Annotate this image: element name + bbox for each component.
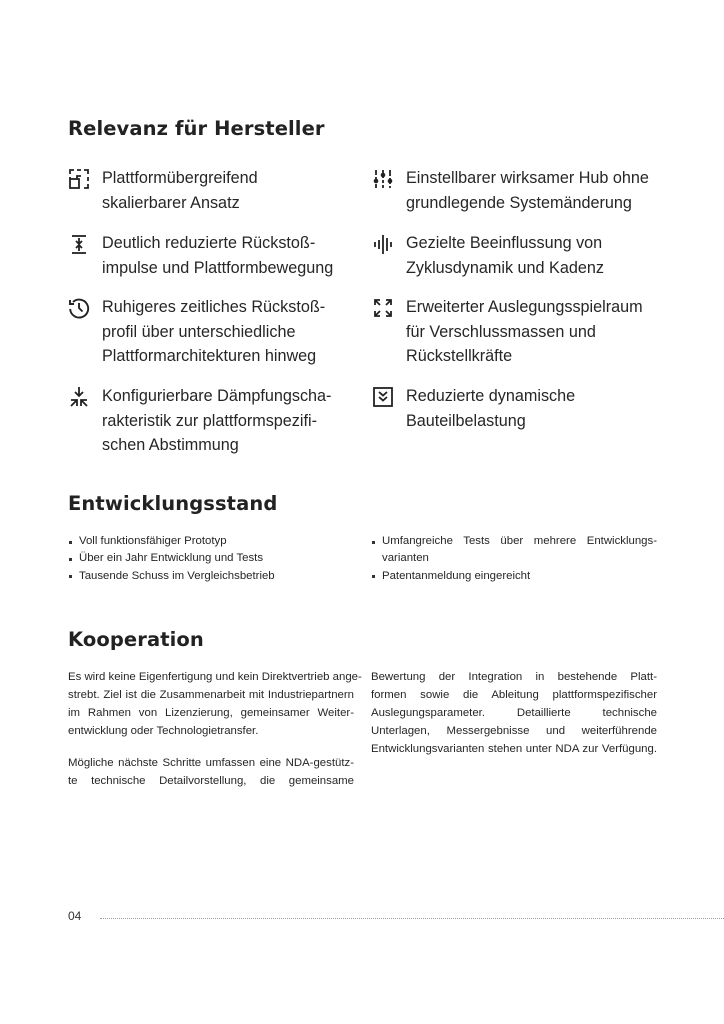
cooperation-paragraph-2: Mögliche nächste Schritte umfassen eine NDA-gestütz- te technische Detailvorstellung, die gemeinsame (68, 757, 354, 787)
chevrons-down-box-icon (372, 386, 394, 408)
feature-item (68, 295, 372, 369)
feature-item (68, 231, 372, 280)
feature-text: Deutlich reduzierte Rückstoß- impulse und Plattformbewegung (102, 234, 334, 277)
section-title-cooperation: Kooperation (68, 628, 204, 651)
sliders-icon (372, 168, 394, 190)
history-clock-icon (68, 297, 90, 319)
collapse-arrows-icon (68, 386, 90, 408)
section-title-relevance: Relevanz für Hersteller (68, 117, 325, 140)
expand-arrows-icon (372, 297, 394, 319)
dashed-frame-icon (68, 168, 90, 190)
compress-vertical-icon (68, 233, 90, 255)
feature-text: Erweiterter Auslegungsspielraum für Verschlussmassen und Rückstellkräfte (406, 298, 643, 365)
feature-text: Reduzierte dynamische Bauteilbelastung (406, 387, 576, 430)
feature-text: Konfigurierbare Dämpfungscha- rakteristik zur plattformspezifi- schen Abstimmung (102, 387, 332, 454)
feature-item (372, 384, 676, 433)
page-number: 04 (68, 909, 82, 923)
feature-item (68, 384, 372, 458)
feature-text: Gezielte Beeinflussung von Zyklusdynamik und Kadenz (406, 234, 604, 277)
development-list-left (68, 533, 358, 585)
section-title-development: Entwicklungsstand (68, 492, 278, 515)
development-list-right (371, 533, 657, 585)
feature-item (372, 295, 676, 369)
feature-item (372, 166, 676, 215)
feature-item (372, 231, 676, 280)
list-item: Umfangreiche Tests über mehrere Entwicklungs- varianten (371, 533, 657, 568)
feature-text: Ruhigeres zeitliches Rückstoß- profil über unterschiedliche Plattformarchitekturen hinweg (102, 298, 326, 365)
feature-text: Einstellbarer wirksamer Hub ohne grundlegende Systemänderung (406, 169, 649, 212)
feature-item (68, 166, 372, 215)
waveform-icon (372, 233, 394, 255)
footer-dotted-rule (100, 918, 724, 919)
list-item: Über ein Jahr Entwicklung und Tests (68, 550, 358, 567)
feature-text: Plattformübergreifend skalierbarer Ansatz (102, 169, 258, 212)
cooperation-paragraph-1: Es wird keine Eigenfertigung und kein Direktvertrieb ange- strebt. Ziel ist die Zusammenarbeit mit Industriepartnern im Rahmen von Lizenzierung, gemeinsamer Weiter- entwicklung oder Technologietransfer. (68, 671, 362, 737)
cooperation-paragraph-3: Bewertung der Integration in bestehende Platt- formen sowie die Ableitung plattformspezifischer Auslegungsparameter. Detaillierte technische Unterlagen, Messergebnisse und weiterführende Entwicklungsvarianten stehen unter NDA zur Verfügung. (371, 671, 657, 755)
list-item: Patentanmeldung eingereicht (371, 568, 657, 585)
list-item: Tausende Schuss im Vergleichsbetrieb (68, 568, 358, 585)
list-item: Voll funktionsfähiger Prototyp (68, 533, 358, 550)
